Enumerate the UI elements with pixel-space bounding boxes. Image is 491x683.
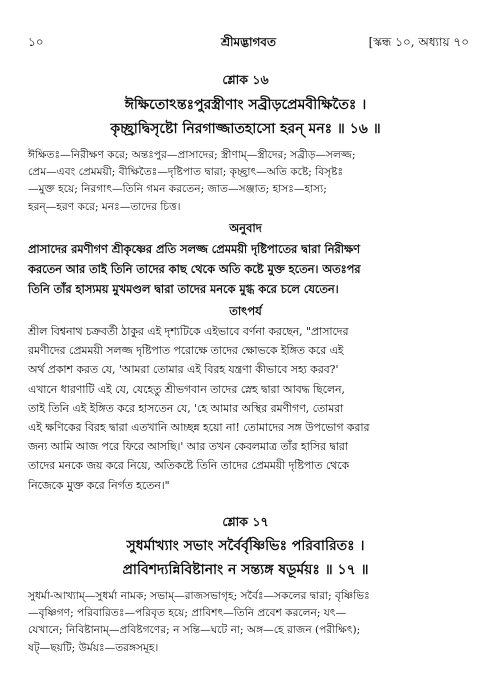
book-title: শ্রীমদ্ভাগবত [220, 35, 276, 49]
canto-chapter-reference: [স্কন্ধ ১০, অধ্যায় ৭০ [368, 35, 469, 49]
purport-line: তাই তিনি এই ইঙ্গিত করে হাসতেন যে, 'হে আমার অস্থির রমণীগণ, তোমরা [28, 401, 344, 415]
synonyms-line: ঈক্ষিতঃ—নিরীক্ষণ করে; অন্তঃপুর—প্রাসাদের; স্ত্রীণাম্—স্ত্রীদের; সব্রীড়—সলজ্জ; [28, 149, 356, 161]
verse-16-synonyms [28, 147, 469, 216]
translation-heading: অনুবাদ [229, 221, 262, 235]
purport-line: নিজেকে মুক্ত করে নির্গত হতেন।" [28, 478, 170, 492]
purport-line: এখানে ধারণাটি এই যে, যেহেতু শ্রীভগবান তাদের স্নেহ দ্বারা আবদ্ধ ছিলেন, [28, 382, 345, 396]
verse-17-label: শ্লোক ১৭ [222, 514, 269, 529]
translation-line: প্রাসাদের রমণীগণ শ্রীকৃষ্ণের প্রতি সলজ্জ প্রেমময়ী দৃষ্টিপাতের দ্বারা নিরীক্ষণ [28, 242, 360, 256]
purport-line: এই ক্ষণিকের বিরহ দ্বারা এতখানি আচ্ছন্ন হয়ো না! তোমাদের সঙ্গ উপভোগ করার [28, 421, 370, 435]
translation-line: করতেন আর তাই তিনি তাদের কাছ থেকে অতি কষ্টে মুক্ত হতেন। অতঃপর [28, 262, 361, 276]
verse-16-purport [28, 322, 469, 495]
synonyms-line: প্রেম—এবং প্রেমময়ী; বীক্ষিতৈঃ—দৃষ্টিপাত দ্বারা; কৃচ্ছ্রাৎ—অতি কষ্টে; বিসৃষ্টঃ [28, 166, 344, 179]
verse-17-synonyms [28, 588, 469, 657]
synonyms-line: —মুক্ত হয়ে; নিরগাৎ—তিনি গমন করতেন; জাত—সঞ্জাত; হাসঃ—হাস্য; [28, 183, 327, 196]
page-number: ১০ [28, 35, 44, 49]
purport-heading: তাৎপর্য [229, 304, 262, 318]
verse-17-line-1: সুধর্মাখ্যাং সভাং সর্বৈর্বৃষ্ণিভিঃ পরিবারিতঃ । [126, 538, 365, 554]
synonyms-line: হরন্—হরণ করে; মনঃ—তাদের চিত্ত। [28, 200, 181, 213]
translation-line: তিনি তাঁর হাস্যময় মুখমণ্ডল দ্বারা তাদের মনকে মুগ্ধ করে চলে যেতেন। [28, 282, 339, 296]
purport-line: অর্থ প্রকাশ করত যে, 'আমরা তোমার এই বিরহ যন্ত্রণা কীভাবে সহ্য করব?' [28, 363, 339, 377]
page-header [28, 34, 469, 56]
purport-line: জন্য আমি আজ পরে ফিরে আসছি।' আর তখন কেবলমাত্র তাঁর হাসির দ্বারা [28, 440, 348, 454]
verse-16-line-2: কৃচ্ছ্রাদ্বিসৃষ্টো নিরগাজ্জাতহাসো হরন্ মনঃ ॥ ১৬ ॥ [110, 121, 381, 137]
synonyms-line: সুধর্মা-আখ্যাম্—সুধর্মা নামক; সভাম্—রাজসভাগৃহ; সর্বৈঃ—সকলের দ্বারা; বৃষ্ণিভিঃ [28, 590, 370, 602]
synonyms-line: —বৃষ্ণিগণ; পরিবারিতঃ—পরিবৃত হয়ে; প্রাবিশৎ—তিনি প্রবেশ করলেন; যৎ— [28, 607, 347, 620]
purport-line: রমণীদের প্রেমময়ী সলজ্জ দৃষ্টিপাত পরোক্ষে তাদের ক্ষোভকে ইঙ্গিত করে এই [28, 344, 344, 358]
synonyms-line: যেখানে; নিবিষ্টানাম্—প্রবিষ্টগণের; ন সন্তি—ঘটে না; অঙ্গ—হে রাজন (পরীক্ষিৎ); [28, 624, 361, 637]
purport-line: শ্রীল বিশ্বনাথ চক্রবর্তী ঠাকুর এই দৃশ্যটিকে এইভাবে বর্ণনা করছেন, "প্রাসাদের [28, 325, 349, 338]
verse-16-label: শ্লোক ১৬ [222, 72, 269, 87]
verse-16-line-1: ঈক্ষিতোঽন্তঃপুরস্ত্রীণাং সব্রীড়প্রেমবীক্ষিতৈঃ । [124, 97, 367, 113]
verse-16-translation [28, 239, 469, 299]
purport-line: তাদের মনকে জয় করে নিয়ে, অতিকষ্টে তিনি তাদের প্রেমময়ী দৃষ্টিপাত থেকে [28, 459, 350, 473]
verse-17-line-2: প্রাবিশদ্যন্নিবিষ্টানাং ন সন্ত্যঙ্গ ষডূর্ময়ঃ ॥ ১৭ ॥ [122, 562, 369, 578]
synonyms-line: ষট্—ছয়টি; উর্ময়ঃ—তরঙ্গসমূহ। [28, 641, 159, 654]
